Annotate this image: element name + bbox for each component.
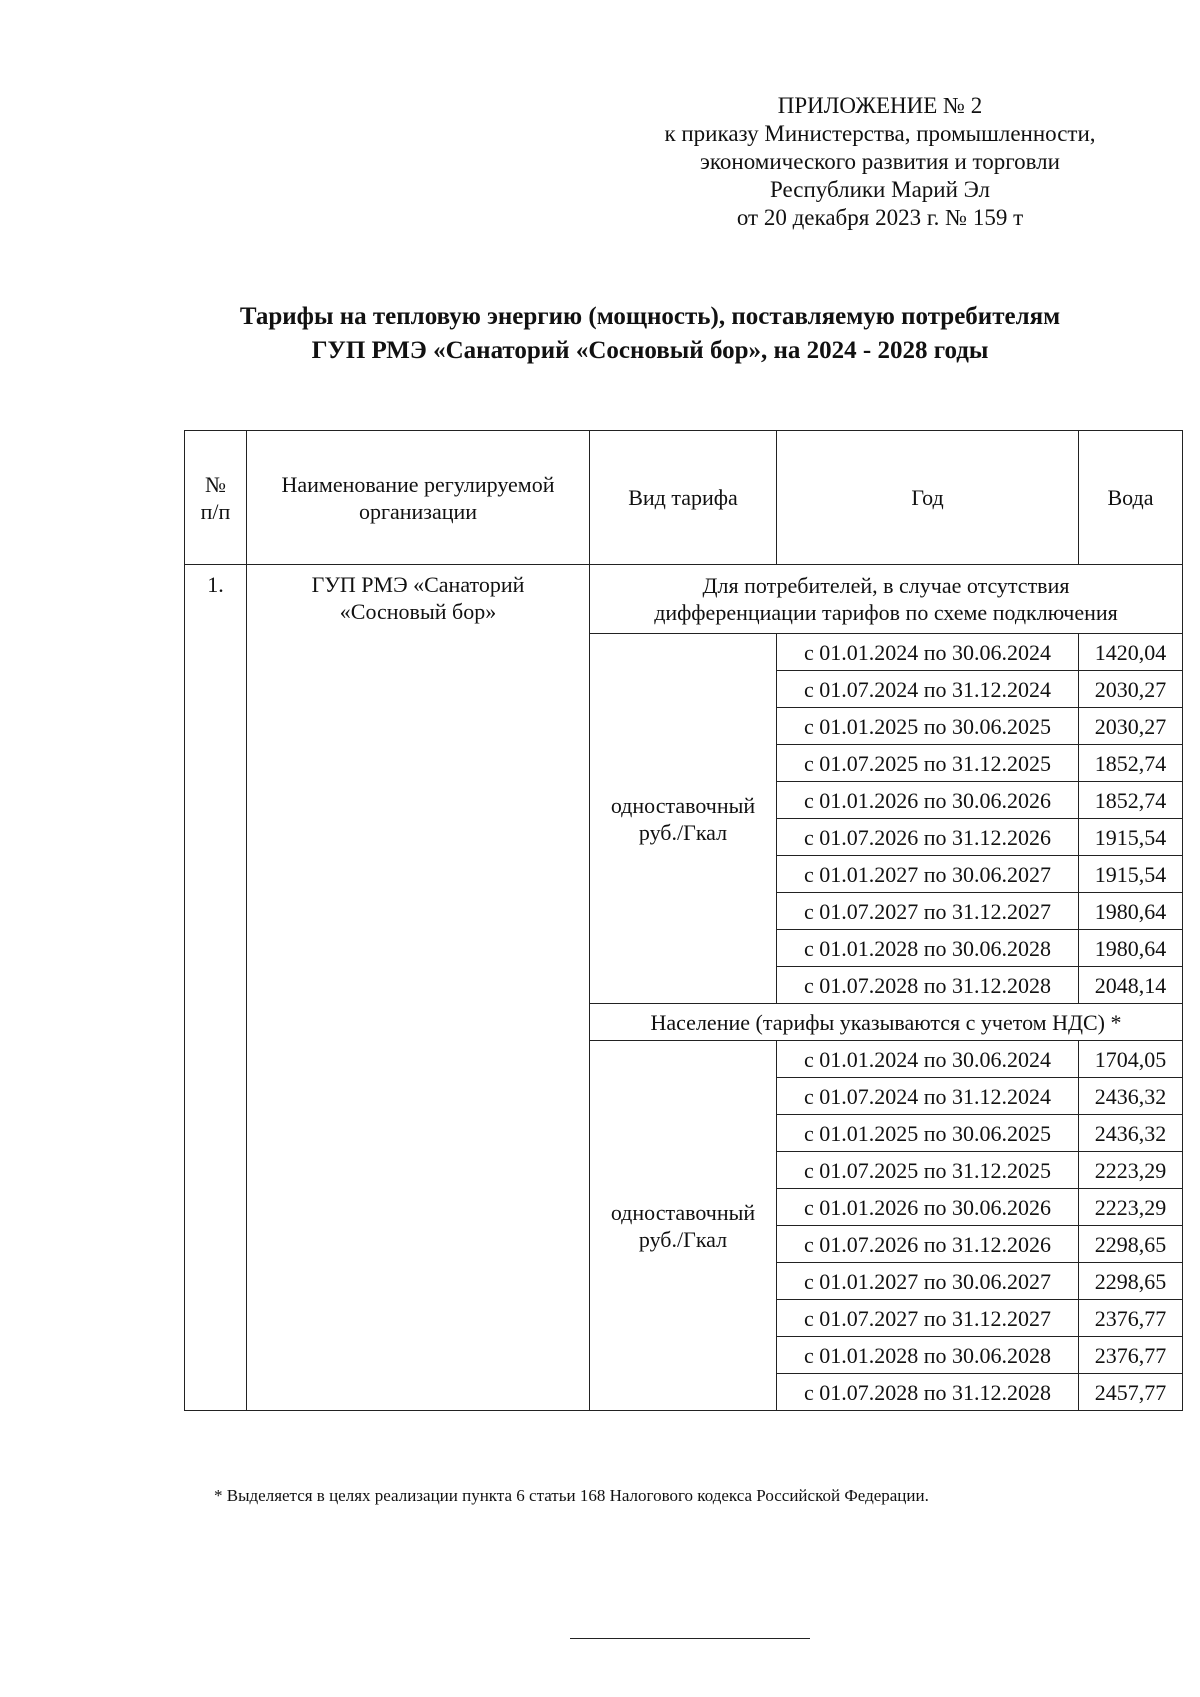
period-cell: с 01.07.2026 по 31.12.2026 [777,1226,1079,1263]
water-value-cell: 1420,04 [1079,634,1183,671]
period-cell: с 01.01.2028 по 30.06.2028 [777,930,1079,967]
header-year: Год [777,431,1079,565]
annex-line: к приказу Министерства, промышленности, [664,121,1096,146]
footnote: * Выделяется в целях реализации пункта 6 статьи 168 Налогового кодекса Российской Федерации. [214,1486,929,1505]
water-value-cell: 2048,14 [1079,967,1183,1004]
annex-line: Республики Марий Эл [769,177,991,202]
tariff-kind [590,1041,777,1411]
water-value-cell: 2376,77 [1079,1300,1183,1337]
period-cell: с 01.07.2024 по 31.12.2024 [777,671,1079,708]
water-value-cell: 1915,54 [1079,819,1183,856]
water-value-cell: 2457,77 [1079,1374,1183,1411]
row-number: 1. [185,565,247,1411]
annex-line: ПРИЛОЖЕНИЕ № 2 [777,93,983,118]
period-cell: с 01.07.2025 по 31.12.2025 [777,745,1079,782]
water-value-cell: 1915,54 [1079,856,1183,893]
cell-text: руб./Гкал [638,819,728,845]
table-header-row [185,431,1183,565]
cell-text: руб./Гкал [638,1226,728,1252]
period-cell: с 01.01.2024 по 30.06.2024 [777,1041,1079,1078]
cell-text: одноставочный [610,1199,756,1225]
water-value-cell: 2030,27 [1079,671,1183,708]
cell-text: «Сосновый бор» [339,599,497,624]
period-cell: с 01.07.2025 по 31.12.2025 [777,1152,1079,1189]
section-title [590,565,1183,634]
cell-text: одноставочный [610,792,756,818]
header-number [185,431,247,565]
water-value-cell: 1980,64 [1079,893,1183,930]
header-water: Вода [1079,431,1183,565]
period-cell: с 01.01.2024 по 30.06.2024 [777,634,1079,671]
period-cell: с 01.01.2028 по 30.06.2028 [777,1337,1079,1374]
cell-text: дифференциации тарифов по схеме подключения [654,600,1118,625]
period-cell: с 01.07.2028 по 31.12.2028 [777,1374,1079,1411]
period-cell: с 01.01.2026 по 30.06.2026 [777,1189,1079,1226]
period-cell: с 01.07.2024 по 31.12.2024 [777,1078,1079,1115]
tariff-table [184,430,1183,1411]
document-title [150,300,1150,368]
water-value-cell: 2298,65 [1079,1263,1183,1300]
period-cell: с 01.01.2026 по 30.06.2026 [777,782,1079,819]
cell-text: ГУП РМЭ «Санаторий [311,572,525,597]
water-value-cell: 1704,05 [1079,1041,1183,1078]
water-value-cell: 2223,29 [1079,1189,1183,1226]
header-tariff-kind: Вид тарифа [590,431,777,565]
period-cell: с 01.07.2028 по 31.12.2028 [777,967,1079,1004]
cell-text: Для потребителей, в случае отсутствия [702,573,1070,598]
period-cell: с 01.01.2025 по 30.06.2025 [777,708,1079,745]
bottom-divider [570,1638,810,1639]
annex-line: экономического развития и торговли [700,149,1060,174]
table-body [185,565,1183,1411]
header-text: организации [358,498,478,524]
section-title-row [185,565,1183,634]
header-text: п/п [200,498,231,524]
header-organization [247,431,590,565]
period-cell: с 01.01.2025 по 30.06.2025 [777,1115,1079,1152]
period-cell: с 01.07.2026 по 31.12.2026 [777,819,1079,856]
annex-header [600,92,1160,232]
water-value-cell: 1852,74 [1079,782,1183,819]
water-value-cell: 2436,32 [1079,1115,1183,1152]
water-value-cell: 1852,74 [1079,745,1183,782]
organization-name [247,565,590,1411]
section-title [590,1004,1183,1041]
period-cell: с 01.07.2027 по 31.12.2027 [777,1300,1079,1337]
water-value-cell: 1980,64 [1079,930,1183,967]
cell-text: Население (тарифы указываются с учетом НДС) * [650,1009,1122,1035]
tariff-kind [590,634,777,1004]
water-value-cell: 2436,32 [1079,1078,1183,1115]
water-value-cell: 2030,27 [1079,708,1183,745]
period-cell: с 01.01.2027 по 30.06.2027 [777,856,1079,893]
title-line: Тарифы на тепловую энергию (мощность), поставляемую потребителям [239,303,1061,330]
period-cell: с 01.07.2027 по 31.12.2027 [777,893,1079,930]
title-line: ГУП РМЭ «Санаторий «Сосновый бор», на 2024 - 2028 годы [311,337,989,364]
header-text: Наименование регулируемой [281,471,555,497]
period-cell: с 01.01.2027 по 30.06.2027 [777,1263,1079,1300]
water-value-cell: 2223,29 [1079,1152,1183,1189]
water-value-cell: 2376,77 [1079,1337,1183,1374]
water-value-cell: 2298,65 [1079,1226,1183,1263]
annex-line: от 20 декабря 2023 г. № 159 т [736,205,1024,230]
header-text: № [205,471,226,497]
